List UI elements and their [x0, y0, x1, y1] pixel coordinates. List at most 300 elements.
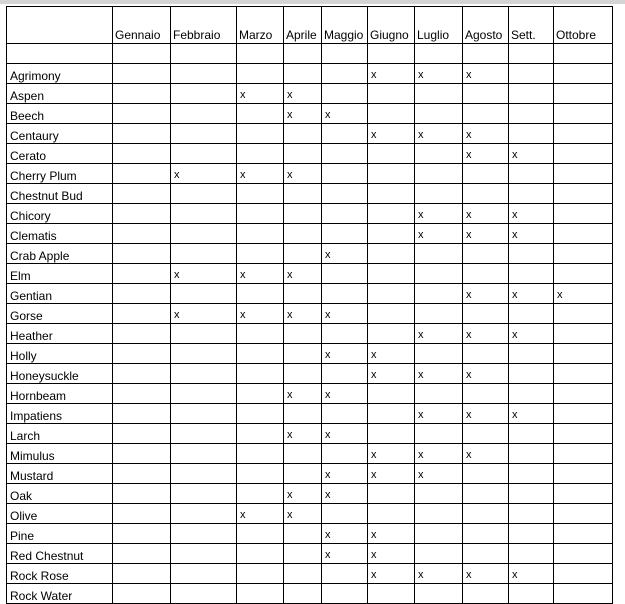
month-mark-cell[interactable] — [237, 544, 284, 564]
month-mark-cell[interactable] — [113, 264, 171, 284]
month-mark-cell[interactable] — [237, 204, 284, 224]
month-mark-cell[interactable] — [284, 544, 322, 564]
month-mark-cell[interactable]: x — [368, 524, 415, 544]
month-mark-cell[interactable] — [368, 84, 415, 104]
header-month-aprile[interactable]: Aprile — [284, 7, 322, 44]
month-mark-cell[interactable]: x — [284, 104, 322, 124]
month-mark-cell[interactable] — [415, 144, 463, 164]
month-mark-cell[interactable] — [113, 124, 171, 144]
month-mark-cell[interactable]: x — [509, 144, 554, 164]
month-mark-cell[interactable] — [237, 564, 284, 584]
month-mark-cell[interactable] — [415, 524, 463, 544]
month-mark-cell[interactable] — [237, 384, 284, 404]
month-mark-cell[interactable] — [284, 244, 322, 264]
month-mark-cell[interactable]: x — [509, 404, 554, 424]
month-mark-cell[interactable] — [113, 504, 171, 524]
month-mark-cell[interactable]: x — [415, 324, 463, 344]
month-mark-cell[interactable] — [463, 504, 509, 524]
remedy-name-cell[interactable]: Pine — [7, 524, 113, 544]
month-mark-cell[interactable] — [171, 444, 237, 464]
month-mark-cell[interactable] — [509, 64, 554, 84]
remedy-name-cell[interactable]: Hornbeam — [7, 384, 113, 404]
month-mark-cell[interactable] — [171, 544, 237, 564]
month-mark-cell[interactable] — [171, 244, 237, 264]
month-mark-cell[interactable]: x — [284, 264, 322, 284]
month-mark-cell[interactable]: x — [415, 64, 463, 84]
month-mark-cell[interactable] — [463, 264, 509, 284]
month-mark-cell[interactable]: x — [322, 244, 368, 264]
month-mark-cell[interactable] — [554, 464, 613, 484]
month-mark-cell[interactable]: x — [415, 444, 463, 464]
month-mark-cell[interactable] — [113, 324, 171, 344]
month-mark-cell[interactable] — [415, 484, 463, 504]
month-mark-cell[interactable] — [284, 584, 322, 604]
month-mark-cell[interactable] — [322, 504, 368, 524]
month-mark-cell[interactable] — [237, 224, 284, 244]
month-mark-cell[interactable]: x — [284, 424, 322, 444]
month-mark-cell[interactable]: x — [284, 504, 322, 524]
month-mark-cell[interactable] — [322, 324, 368, 344]
month-mark-cell[interactable] — [554, 44, 613, 64]
header-month-ottobre[interactable]: Ottobre — [554, 7, 613, 44]
month-mark-cell[interactable] — [284, 144, 322, 164]
month-mark-cell[interactable] — [322, 404, 368, 424]
month-mark-cell[interactable]: x — [463, 144, 509, 164]
month-mark-cell[interactable] — [368, 404, 415, 424]
header-month-marzo[interactable]: Marzo — [237, 7, 284, 44]
header-month-febbraio[interactable]: Febbraio — [171, 7, 237, 44]
month-mark-cell[interactable]: x — [368, 124, 415, 144]
month-mark-cell[interactable] — [322, 84, 368, 104]
month-mark-cell[interactable] — [509, 344, 554, 364]
month-mark-cell[interactable]: x — [415, 464, 463, 484]
month-mark-cell[interactable] — [554, 84, 613, 104]
month-mark-cell[interactable] — [171, 184, 237, 204]
month-mark-cell[interactable] — [509, 44, 554, 64]
header-month-maggio[interactable]: Maggio — [322, 7, 368, 44]
month-mark-cell[interactable] — [509, 504, 554, 524]
remedy-name-cell[interactable]: Chicory — [7, 204, 113, 224]
month-mark-cell[interactable] — [415, 344, 463, 364]
month-mark-cell[interactable] — [322, 364, 368, 384]
month-mark-cell[interactable] — [237, 364, 284, 384]
month-mark-cell[interactable] — [237, 464, 284, 484]
month-mark-cell[interactable]: x — [322, 524, 368, 544]
month-mark-cell[interactable] — [415, 104, 463, 124]
month-mark-cell[interactable]: x — [322, 464, 368, 484]
month-mark-cell[interactable] — [554, 144, 613, 164]
month-mark-cell[interactable] — [463, 84, 509, 104]
month-mark-cell[interactable]: x — [368, 344, 415, 364]
month-mark-cell[interactable]: x — [322, 424, 368, 444]
month-mark-cell[interactable] — [284, 524, 322, 544]
month-mark-cell[interactable]: x — [284, 164, 322, 184]
month-mark-cell[interactable] — [284, 224, 322, 244]
header-corner-cell[interactable] — [7, 7, 113, 44]
month-mark-cell[interactable]: x — [415, 404, 463, 424]
month-mark-cell[interactable] — [509, 364, 554, 384]
month-mark-cell[interactable] — [509, 544, 554, 564]
month-mark-cell[interactable] — [171, 404, 237, 424]
month-mark-cell[interactable] — [237, 404, 284, 424]
remedy-name-cell[interactable]: Crab Apple — [7, 244, 113, 264]
month-mark-cell[interactable] — [284, 444, 322, 464]
month-mark-cell[interactable] — [322, 164, 368, 184]
month-mark-cell[interactable]: x — [237, 504, 284, 524]
month-mark-cell[interactable]: x — [171, 164, 237, 184]
month-mark-cell[interactable] — [322, 64, 368, 84]
month-mark-cell[interactable] — [171, 424, 237, 444]
month-mark-cell[interactable]: x — [463, 64, 509, 84]
month-mark-cell[interactable] — [368, 244, 415, 264]
month-mark-cell[interactable] — [554, 484, 613, 504]
month-mark-cell[interactable] — [113, 44, 171, 64]
remedy-name-cell[interactable]: Cerato — [7, 144, 113, 164]
month-mark-cell[interactable] — [171, 524, 237, 544]
month-mark-cell[interactable] — [237, 284, 284, 304]
month-mark-cell[interactable] — [284, 44, 322, 64]
month-mark-cell[interactable] — [554, 564, 613, 584]
month-mark-cell[interactable]: x — [463, 364, 509, 384]
month-mark-cell[interactable]: x — [171, 264, 237, 284]
month-mark-cell[interactable] — [554, 524, 613, 544]
month-mark-cell[interactable] — [368, 324, 415, 344]
month-mark-cell[interactable] — [509, 584, 554, 604]
remedy-name-cell[interactable]: Mustard — [7, 464, 113, 484]
month-mark-cell[interactable] — [415, 284, 463, 304]
month-mark-cell[interactable] — [113, 64, 171, 84]
month-mark-cell[interactable] — [113, 524, 171, 544]
month-mark-cell[interactable] — [113, 484, 171, 504]
month-mark-cell[interactable] — [284, 464, 322, 484]
month-mark-cell[interactable] — [171, 464, 237, 484]
month-mark-cell[interactable] — [509, 444, 554, 464]
header-month-giugno[interactable]: Giugno — [368, 7, 415, 44]
month-mark-cell[interactable] — [284, 124, 322, 144]
month-mark-cell[interactable] — [322, 44, 368, 64]
month-mark-cell[interactable] — [237, 184, 284, 204]
month-mark-cell[interactable] — [554, 504, 613, 524]
month-mark-cell[interactable] — [113, 84, 171, 104]
month-mark-cell[interactable] — [237, 44, 284, 64]
month-mark-cell[interactable] — [463, 424, 509, 444]
month-mark-cell[interactable]: x — [284, 484, 322, 504]
month-mark-cell[interactable] — [368, 384, 415, 404]
month-mark-cell[interactable]: x — [237, 304, 284, 324]
month-mark-cell[interactable] — [509, 264, 554, 284]
month-mark-cell[interactable]: x — [509, 224, 554, 244]
month-mark-cell[interactable]: x — [237, 84, 284, 104]
month-mark-cell[interactable]: x — [463, 284, 509, 304]
month-mark-cell[interactable] — [415, 264, 463, 284]
month-mark-cell[interactable]: x — [463, 204, 509, 224]
month-mark-cell[interactable]: x — [463, 564, 509, 584]
month-mark-cell[interactable]: x — [463, 444, 509, 464]
month-mark-cell[interactable]: x — [322, 104, 368, 124]
month-mark-cell[interactable] — [113, 164, 171, 184]
month-mark-cell[interactable] — [554, 204, 613, 224]
month-mark-cell[interactable] — [509, 524, 554, 544]
remedy-name-cell[interactable]: Clematis — [7, 224, 113, 244]
month-mark-cell[interactable] — [113, 364, 171, 384]
month-mark-cell[interactable] — [554, 344, 613, 364]
month-mark-cell[interactable] — [554, 184, 613, 204]
month-mark-cell[interactable] — [368, 224, 415, 244]
month-mark-cell[interactable] — [322, 284, 368, 304]
month-mark-cell[interactable] — [113, 584, 171, 604]
month-mark-cell[interactable] — [463, 584, 509, 604]
month-mark-cell[interactable] — [237, 524, 284, 544]
month-mark-cell[interactable] — [322, 584, 368, 604]
month-mark-cell[interactable] — [113, 544, 171, 564]
month-mark-cell[interactable] — [368, 304, 415, 324]
month-mark-cell[interactable] — [415, 384, 463, 404]
month-mark-cell[interactable] — [463, 244, 509, 264]
month-mark-cell[interactable] — [171, 344, 237, 364]
month-mark-cell[interactable] — [554, 404, 613, 424]
month-mark-cell[interactable] — [554, 104, 613, 124]
month-mark-cell[interactable] — [463, 184, 509, 204]
month-mark-cell[interactable] — [237, 324, 284, 344]
month-mark-cell[interactable] — [284, 404, 322, 424]
month-mark-cell[interactable]: x — [322, 484, 368, 504]
month-mark-cell[interactable]: x — [237, 264, 284, 284]
remedy-name-cell[interactable]: Cherry Plum — [7, 164, 113, 184]
month-mark-cell[interactable]: x — [368, 464, 415, 484]
remedy-name-cell[interactable]: Gorse — [7, 304, 113, 324]
month-mark-cell[interactable] — [171, 144, 237, 164]
month-mark-cell[interactable] — [171, 384, 237, 404]
month-mark-cell[interactable] — [554, 424, 613, 444]
month-mark-cell[interactable] — [368, 284, 415, 304]
month-mark-cell[interactable]: x — [463, 404, 509, 424]
month-mark-cell[interactable] — [554, 244, 613, 264]
month-mark-cell[interactable] — [368, 204, 415, 224]
month-mark-cell[interactable]: x — [463, 224, 509, 244]
month-mark-cell[interactable] — [415, 44, 463, 64]
month-mark-cell[interactable] — [237, 104, 284, 124]
month-mark-cell[interactable] — [171, 64, 237, 84]
month-mark-cell[interactable]: x — [322, 384, 368, 404]
month-mark-cell[interactable] — [509, 304, 554, 324]
remedy-name-cell[interactable]: Mimulus — [7, 444, 113, 464]
month-mark-cell[interactable] — [368, 104, 415, 124]
remedy-name-cell[interactable]: Red Chestnut — [7, 544, 113, 564]
remedy-name-cell[interactable]: Larch — [7, 424, 113, 444]
month-mark-cell[interactable] — [415, 184, 463, 204]
month-mark-cell[interactable]: x — [509, 284, 554, 304]
month-mark-cell[interactable] — [554, 264, 613, 284]
month-mark-cell[interactable]: x — [415, 564, 463, 584]
month-mark-cell[interactable] — [284, 204, 322, 224]
month-mark-cell[interactable] — [113, 444, 171, 464]
month-mark-cell[interactable] — [368, 484, 415, 504]
month-mark-cell[interactable] — [284, 564, 322, 584]
month-mark-cell[interactable] — [113, 384, 171, 404]
month-mark-cell[interactable]: x — [415, 204, 463, 224]
header-month-luglio[interactable]: Luglio — [415, 7, 463, 44]
month-mark-cell[interactable] — [322, 224, 368, 244]
remedy-name-cell[interactable]: Olive — [7, 504, 113, 524]
month-mark-cell[interactable]: x — [415, 224, 463, 244]
month-mark-cell[interactable] — [113, 204, 171, 224]
month-mark-cell[interactable] — [509, 424, 554, 444]
month-mark-cell[interactable] — [463, 544, 509, 564]
month-mark-cell[interactable] — [171, 204, 237, 224]
month-mark-cell[interactable] — [113, 344, 171, 364]
month-mark-cell[interactable]: x — [509, 324, 554, 344]
remedy-name-cell[interactable]: Rock Rose — [7, 564, 113, 584]
header-month-gennaio[interactable]: Gennaio — [113, 7, 171, 44]
month-mark-cell[interactable] — [463, 344, 509, 364]
month-mark-cell[interactable] — [463, 484, 509, 504]
month-mark-cell[interactable] — [237, 444, 284, 464]
month-mark-cell[interactable] — [171, 564, 237, 584]
month-mark-cell[interactable] — [509, 84, 554, 104]
month-mark-cell[interactable] — [322, 444, 368, 464]
month-mark-cell[interactable]: x — [284, 84, 322, 104]
month-mark-cell[interactable] — [284, 324, 322, 344]
remedy-name-cell[interactable] — [7, 44, 113, 64]
month-mark-cell[interactable] — [237, 124, 284, 144]
month-mark-cell[interactable] — [554, 164, 613, 184]
month-mark-cell[interactable] — [463, 384, 509, 404]
month-mark-cell[interactable] — [113, 404, 171, 424]
month-mark-cell[interactable] — [237, 344, 284, 364]
month-mark-cell[interactable]: x — [463, 124, 509, 144]
month-mark-cell[interactable] — [113, 224, 171, 244]
month-mark-cell[interactable] — [237, 584, 284, 604]
month-mark-cell[interactable] — [554, 64, 613, 84]
month-mark-cell[interactable] — [171, 284, 237, 304]
remedy-name-cell[interactable]: Agrimony — [7, 64, 113, 84]
month-mark-cell[interactable] — [463, 164, 509, 184]
month-mark-cell[interactable]: x — [322, 544, 368, 564]
month-mark-cell[interactable] — [171, 484, 237, 504]
month-mark-cell[interactable] — [237, 244, 284, 264]
month-mark-cell[interactable] — [509, 124, 554, 144]
header-month-sett[interactable]: Sett. — [509, 7, 554, 44]
month-mark-cell[interactable] — [284, 184, 322, 204]
month-mark-cell[interactable] — [113, 244, 171, 264]
month-mark-cell[interactable] — [415, 244, 463, 264]
month-mark-cell[interactable] — [237, 484, 284, 504]
month-mark-cell[interactable] — [554, 224, 613, 244]
month-mark-cell[interactable] — [284, 284, 322, 304]
month-mark-cell[interactable]: x — [509, 564, 554, 584]
month-mark-cell[interactable] — [554, 304, 613, 324]
month-mark-cell[interactable] — [368, 584, 415, 604]
month-mark-cell[interactable]: x — [415, 124, 463, 144]
month-mark-cell[interactable] — [113, 184, 171, 204]
month-mark-cell[interactable] — [368, 164, 415, 184]
month-mark-cell[interactable] — [554, 384, 613, 404]
month-mark-cell[interactable]: x — [368, 64, 415, 84]
month-mark-cell[interactable] — [284, 364, 322, 384]
month-mark-cell[interactable] — [463, 304, 509, 324]
month-mark-cell[interactable] — [113, 304, 171, 324]
month-mark-cell[interactable] — [368, 424, 415, 444]
month-mark-cell[interactable] — [284, 344, 322, 364]
month-mark-cell[interactable] — [171, 224, 237, 244]
month-mark-cell[interactable] — [171, 584, 237, 604]
month-mark-cell[interactable]: x — [415, 364, 463, 384]
month-mark-cell[interactable] — [322, 204, 368, 224]
month-mark-cell[interactable]: x — [368, 444, 415, 464]
month-mark-cell[interactable] — [415, 584, 463, 604]
month-mark-cell[interactable] — [554, 584, 613, 604]
remedy-name-cell[interactable]: Gentian — [7, 284, 113, 304]
month-mark-cell[interactable]: x — [463, 324, 509, 344]
month-mark-cell[interactable] — [415, 424, 463, 444]
remedy-name-cell[interactable]: Holly — [7, 344, 113, 364]
month-mark-cell[interactable] — [322, 124, 368, 144]
month-mark-cell[interactable] — [554, 364, 613, 384]
month-mark-cell[interactable] — [237, 424, 284, 444]
month-mark-cell[interactable]: x — [554, 284, 613, 304]
month-mark-cell[interactable] — [368, 144, 415, 164]
month-mark-cell[interactable] — [171, 324, 237, 344]
month-mark-cell[interactable] — [554, 544, 613, 564]
month-mark-cell[interactable] — [509, 164, 554, 184]
remedy-name-cell[interactable]: Heather — [7, 324, 113, 344]
month-mark-cell[interactable]: x — [322, 304, 368, 324]
month-mark-cell[interactable] — [463, 44, 509, 64]
header-month-agosto[interactable]: Agosto — [463, 7, 509, 44]
month-mark-cell[interactable] — [415, 544, 463, 564]
month-mark-cell[interactable] — [322, 184, 368, 204]
month-mark-cell[interactable] — [171, 364, 237, 384]
remedy-name-cell[interactable]: Beech — [7, 104, 113, 124]
month-mark-cell[interactable] — [171, 84, 237, 104]
month-mark-cell[interactable] — [509, 484, 554, 504]
month-mark-cell[interactable] — [113, 104, 171, 124]
remedy-name-cell[interactable]: Centaury — [7, 124, 113, 144]
month-mark-cell[interactable] — [415, 504, 463, 524]
month-mark-cell[interactable]: x — [237, 164, 284, 184]
month-mark-cell[interactable]: x — [368, 364, 415, 384]
month-mark-cell[interactable] — [554, 324, 613, 344]
month-mark-cell[interactable] — [322, 144, 368, 164]
month-mark-cell[interactable] — [113, 424, 171, 444]
month-mark-cell[interactable] — [322, 264, 368, 284]
month-mark-cell[interactable] — [554, 124, 613, 144]
month-mark-cell[interactable]: x — [284, 304, 322, 324]
month-mark-cell[interactable] — [171, 44, 237, 64]
remedy-name-cell[interactable]: Chestnut Bud — [7, 184, 113, 204]
month-mark-cell[interactable] — [322, 564, 368, 584]
month-mark-cell[interactable] — [509, 464, 554, 484]
month-mark-cell[interactable] — [463, 524, 509, 544]
month-mark-cell[interactable] — [509, 184, 554, 204]
month-mark-cell[interactable] — [284, 64, 322, 84]
month-mark-cell[interactable] — [171, 504, 237, 524]
month-mark-cell[interactable] — [509, 104, 554, 124]
month-mark-cell[interactable] — [237, 144, 284, 164]
remedy-name-cell[interactable]: Oak — [7, 484, 113, 504]
month-mark-cell[interactable] — [368, 504, 415, 524]
month-mark-cell[interactable] — [368, 44, 415, 64]
remedy-name-cell[interactable]: Rock Water — [7, 584, 113, 604]
month-mark-cell[interactable] — [509, 244, 554, 264]
month-mark-cell[interactable] — [171, 124, 237, 144]
month-mark-cell[interactable] — [237, 64, 284, 84]
month-mark-cell[interactable]: x — [368, 544, 415, 564]
remedy-name-cell[interactable]: Honeysuckle — [7, 364, 113, 384]
month-mark-cell[interactable]: x — [284, 384, 322, 404]
month-mark-cell[interactable] — [113, 144, 171, 164]
month-mark-cell[interactable] — [463, 464, 509, 484]
